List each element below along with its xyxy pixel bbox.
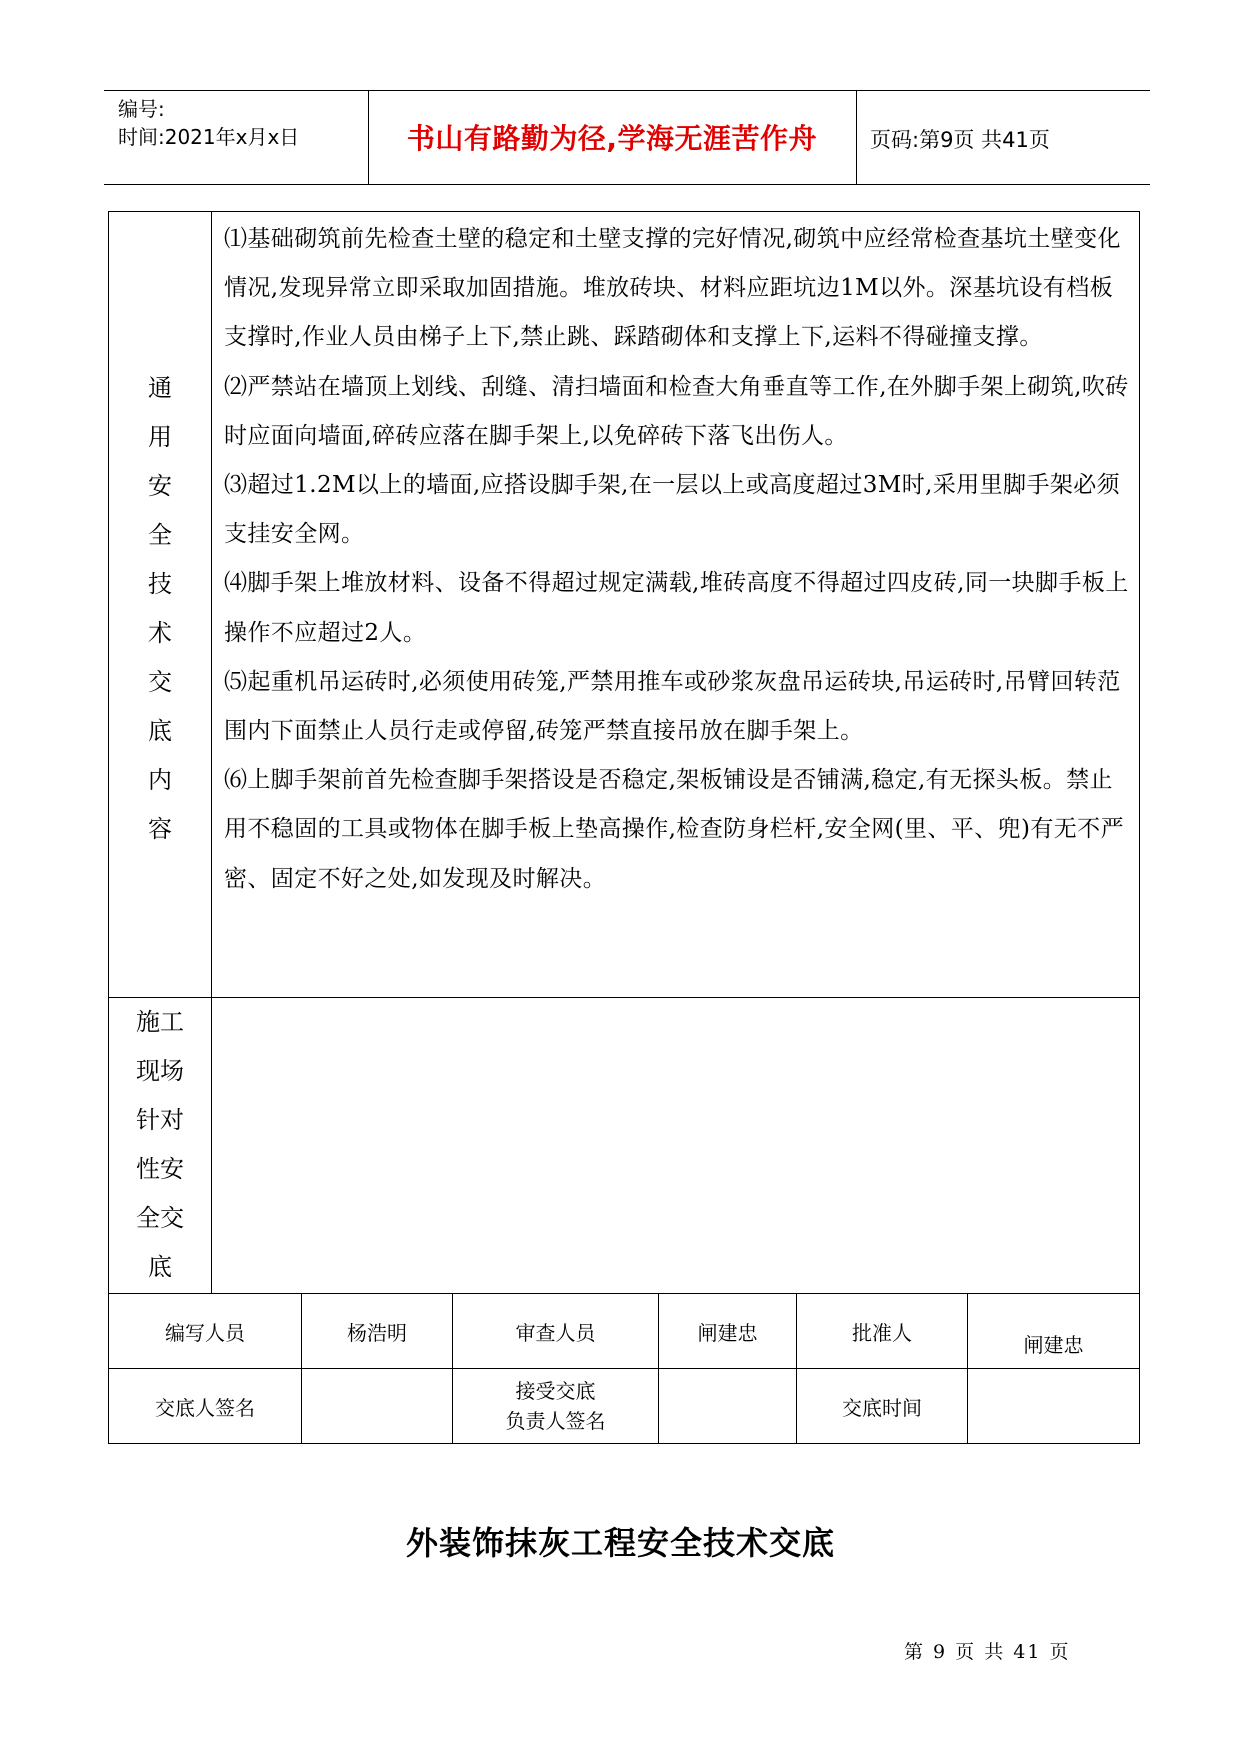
reviewer-label: 审查人员 — [453, 1294, 659, 1369]
receiver-signature — [659, 1369, 797, 1444]
label-line: 性安 — [136, 1155, 184, 1183]
receiver-label-line2: 负责人签名 — [505, 1409, 606, 1433]
safety-item: ⑷脚手架上堆放材料、设备不得超过规定满载,堆砖高度不得超过四皮砖,同一块脚手板上操作不应超过2人。 — [224, 570, 1129, 646]
document-number-label: 编号: — [118, 97, 165, 121]
receiver-label-line1: 接受交底 — [515, 1379, 596, 1403]
label-line: 现场 — [136, 1057, 184, 1085]
label-line: 针对 — [136, 1106, 184, 1134]
label-char: 容 — [148, 815, 172, 843]
page-header — [104, 90, 1150, 185]
approver-label: 批准人 — [797, 1294, 968, 1369]
writer-label: 编写人员 — [109, 1294, 302, 1369]
label-char: 交 — [148, 668, 172, 696]
label-line: 底 — [148, 1253, 172, 1281]
disclosure-time-value — [968, 1369, 1140, 1444]
disclosure-time-label: 交底时间 — [797, 1369, 968, 1444]
safety-item: ⑶超过1.2M以上的墙面,应搭设脚手架,在一层以上或高度超过3M时,采用里脚手架必须支挂安全网。 — [224, 472, 1121, 548]
document-time: 时间:2021年x月x日 — [118, 125, 300, 149]
label-char: 全 — [148, 521, 172, 549]
safety-item: ⑹上脚手架前首先检查脚手架搭设是否稳定,架板铺设是否铺满,稳定,有无探头板。禁止用不稳固的工具或物体在脚手板上垫高操作,检查防身栏杆,安全网(里、平、兜)有无不严密、固定不好之处,如发现及时解决。 — [224, 767, 1124, 892]
safety-item: ⑸起重机吊运砖时,必须使用砖笼,严禁用推车或砂浆灰盘吊运砖块,吊运砖时,吊臂回转范围内下面禁止人员行走或停留,砖笼严禁直接吊放在脚手架上。 — [224, 668, 1121, 745]
header-page-info: 页码:第9页 共41页 — [870, 128, 1050, 152]
page-footer: 第 9 页 共 41 页 — [904, 1641, 1071, 1663]
label-char: 术 — [148, 619, 172, 647]
header-divider — [856, 91, 857, 184]
writer-value: 杨浩明 — [302, 1294, 453, 1369]
general-safety-content — [212, 212, 1140, 998]
site-specific-label — [109, 998, 212, 1294]
next-section-title: 外装饰抹灰工程安全技术交底 — [405, 1524, 835, 1562]
safety-item: ⑵严禁站在墙顶上划线、刮缝、清扫墙面和检查大角垂直等工作,在外脚手架上砌筑,吹砖时应面向墙面,碎砖应落在脚手架上,以免碎砖下落飞出伤人。 — [224, 373, 1129, 449]
label-line: 全交 — [136, 1204, 184, 1232]
label-char: 安 — [148, 472, 172, 500]
discloser-label: 交底人签名 — [109, 1369, 302, 1444]
label-line: 施工 — [136, 1008, 184, 1036]
site-specific-content — [212, 998, 1140, 1294]
label-char: 技 — [148, 570, 172, 598]
safety-item: ⑴基础砌筑前先检查土壁的稳定和土壁支撑的完好情况,砌筑中应经常检查基坑土壁变化情况,发现异常立即采取加固措施。堆放砖块、材料应距坑边1M以外。深基坑设有档板支撑时,作业人员由梯子上下,禁止跳、踩踏砌体和支撑上下,运料不得碰撞支撑。 — [224, 226, 1121, 351]
discloser-signature — [302, 1369, 453, 1444]
reviewer-value: 闸建忠 — [659, 1294, 797, 1369]
receiver-label — [453, 1369, 659, 1444]
approver-value: 闸建忠 — [968, 1294, 1140, 1369]
label-char: 通 — [148, 374, 172, 402]
label-char: 底 — [148, 717, 172, 745]
general-safety-label — [109, 212, 212, 998]
safety-disclosure-table — [108, 211, 1140, 1444]
label-char: 内 — [148, 766, 172, 794]
header-motto: 书山有路勤为径,学海无涯苦作舟 — [406, 122, 818, 155]
label-char: 用 — [148, 423, 172, 451]
